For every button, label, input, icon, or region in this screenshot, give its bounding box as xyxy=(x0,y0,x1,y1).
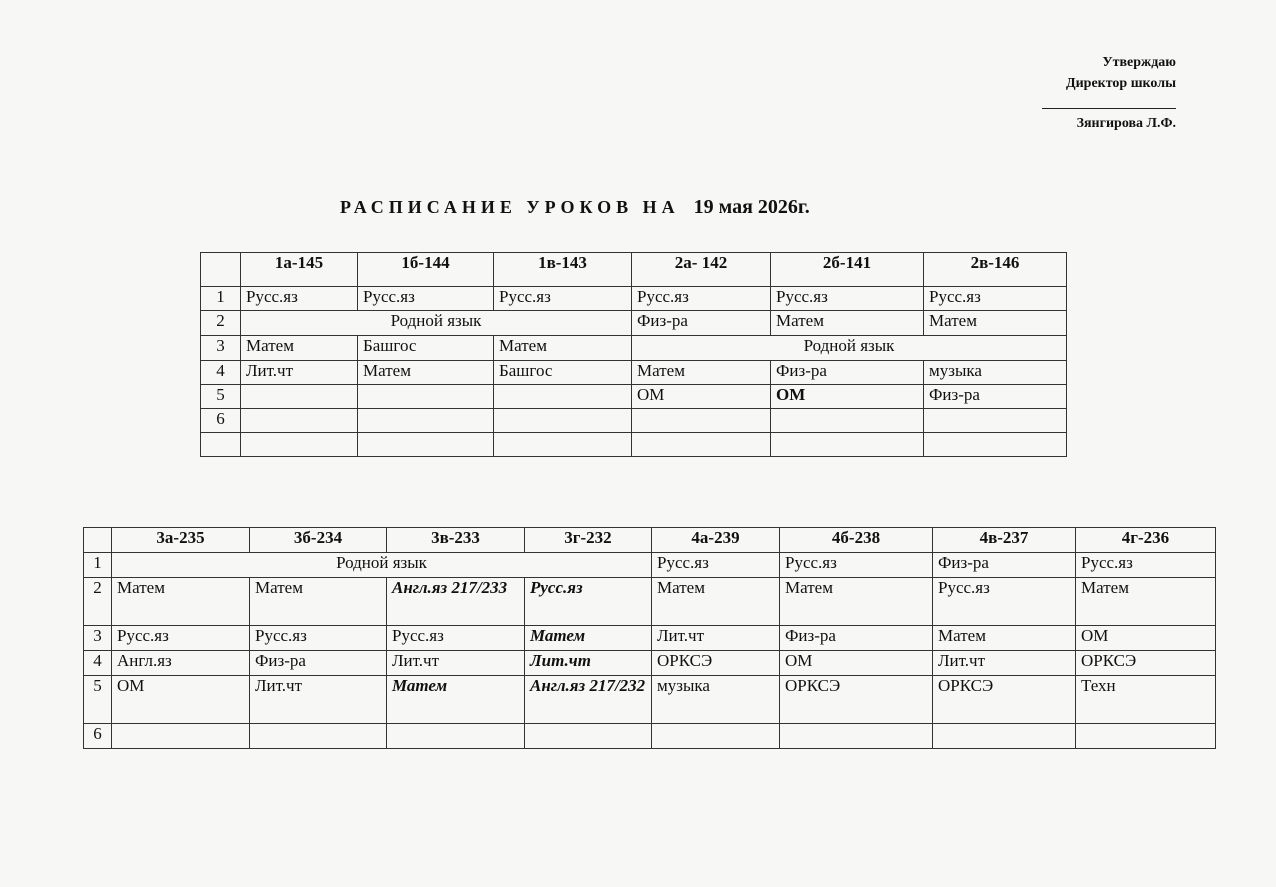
table-cell: Башгос xyxy=(358,336,494,361)
table-cell: Лит.чт xyxy=(387,651,525,676)
lesson-number: 3 xyxy=(84,626,112,651)
approve-label: Утверждаю xyxy=(1102,55,1176,70)
table-cell: Лит.чт xyxy=(525,651,652,676)
lesson-number xyxy=(201,433,241,457)
table-cell: ОМ xyxy=(632,385,771,409)
table-row xyxy=(201,287,1067,311)
table-cell xyxy=(241,409,358,433)
table-row xyxy=(201,385,1067,409)
table-cell: Лит.чт xyxy=(652,626,780,651)
header-cell: 4в-237 xyxy=(933,528,1076,553)
table-cell: Лит.чт xyxy=(933,651,1076,676)
table-header-row xyxy=(84,528,1216,553)
table-cell xyxy=(632,433,771,457)
table-cell xyxy=(771,433,924,457)
table-row xyxy=(84,676,1216,724)
lesson-number: 1 xyxy=(201,287,241,311)
table-row xyxy=(84,724,1216,749)
table-cell: ОРКСЭ xyxy=(780,676,933,724)
merged-cell: Родной язык xyxy=(112,553,652,578)
lesson-number: 6 xyxy=(201,409,241,433)
table-cell: Русс.яз xyxy=(652,553,780,578)
lesson-number: 3 xyxy=(201,336,241,361)
header-cell: 4б-238 xyxy=(780,528,933,553)
approval-block xyxy=(1042,52,1176,134)
table-cell xyxy=(494,433,632,457)
table-cell: Русс.яз xyxy=(387,626,525,651)
table-cell: музыка xyxy=(652,676,780,724)
table-cell: Матем xyxy=(652,578,780,626)
table-cell xyxy=(525,724,652,749)
header-cell: 3г-232 xyxy=(525,528,652,553)
table-cell xyxy=(1076,724,1216,749)
table-cell: ОРКСЭ xyxy=(652,651,780,676)
table-cell xyxy=(494,385,632,409)
table-cell: Русс.яз xyxy=(250,626,387,651)
header-cell xyxy=(201,253,241,287)
schedule-table-grade-1-2 xyxy=(200,252,1067,457)
table-cell: Матем xyxy=(771,311,924,336)
table-row xyxy=(84,626,1216,651)
table-cell: Техн xyxy=(1076,676,1216,724)
table-row xyxy=(84,651,1216,676)
table-cell: ОМ xyxy=(771,385,924,409)
table-row xyxy=(201,361,1067,385)
lesson-number: 4 xyxy=(84,651,112,676)
director-name: Зянгирова Л.Ф. xyxy=(1076,116,1176,131)
table-cell: Матем xyxy=(632,361,771,385)
lesson-number: 4 xyxy=(201,361,241,385)
header-cell: 2в-146 xyxy=(924,253,1067,287)
table-cell: Русс.яз xyxy=(494,287,632,311)
table-row xyxy=(84,578,1216,626)
table-cell: Матем xyxy=(780,578,933,626)
table-header-row xyxy=(201,253,1067,287)
header-cell: 3б-234 xyxy=(250,528,387,553)
table-cell: Матем xyxy=(241,336,358,361)
table-cell xyxy=(112,724,250,749)
table-cell xyxy=(494,409,632,433)
table-cell: Русс.яз xyxy=(771,287,924,311)
header-cell: 1а-145 xyxy=(241,253,358,287)
table-cell xyxy=(358,385,494,409)
merged-cell: Родной язык xyxy=(632,336,1067,361)
table-cell: Матем xyxy=(525,626,652,651)
table-cell: Матем xyxy=(387,676,525,724)
table-cell xyxy=(771,409,924,433)
table-cell xyxy=(924,409,1067,433)
header-cell: 2б-141 xyxy=(771,253,924,287)
table-cell: Англ.яз xyxy=(112,651,250,676)
header-cell: 4г-236 xyxy=(1076,528,1216,553)
table-cell: Русс.яз xyxy=(933,578,1076,626)
table-cell: Физ-ра xyxy=(780,626,933,651)
table-row xyxy=(201,433,1067,457)
table-cell: ОМ xyxy=(112,676,250,724)
table-cell xyxy=(241,433,358,457)
header-cell: 1в-143 xyxy=(494,253,632,287)
table-cell xyxy=(924,433,1067,457)
table-cell xyxy=(358,409,494,433)
table-cell: Матем xyxy=(494,336,632,361)
lesson-number: 6 xyxy=(84,724,112,749)
table-cell: ОРКСЭ xyxy=(933,676,1076,724)
table-cell: Лит.чт xyxy=(250,676,387,724)
table-cell: Русс.яз xyxy=(112,626,250,651)
lesson-number: 1 xyxy=(84,553,112,578)
table-cell: Русс.яз xyxy=(924,287,1067,311)
table-cell: Матем xyxy=(1076,578,1216,626)
table-cell xyxy=(933,724,1076,749)
table-cell: Физ-ра xyxy=(924,385,1067,409)
lesson-number: 5 xyxy=(201,385,241,409)
header-cell xyxy=(84,528,112,553)
table-cell: Лит.чт xyxy=(241,361,358,385)
table-cell xyxy=(358,433,494,457)
signature-line xyxy=(1042,108,1176,109)
table-cell xyxy=(387,724,525,749)
table-cell: ОМ xyxy=(1076,626,1216,651)
table-cell: ОМ xyxy=(780,651,933,676)
lesson-number: 5 xyxy=(84,676,112,724)
header-cell: 3а-235 xyxy=(112,528,250,553)
lesson-number: 2 xyxy=(84,578,112,626)
table-cell xyxy=(652,724,780,749)
table-cell: Физ-ра xyxy=(250,651,387,676)
header-cell: 2а- 142 xyxy=(632,253,771,287)
table-cell xyxy=(241,385,358,409)
table-cell: Русс.яз xyxy=(241,287,358,311)
header-cell: 1б-144 xyxy=(358,253,494,287)
table-cell: Англ.яз 217/233 xyxy=(387,578,525,626)
lesson-number: 2 xyxy=(201,311,241,336)
table-cell xyxy=(780,724,933,749)
title-main: РАСПИСАНИЕ УРОКОВ НА xyxy=(340,197,680,217)
title-date: 19 мая 2026г. xyxy=(693,196,810,218)
table-cell: Русс.яз xyxy=(525,578,652,626)
table-cell: Русс.яз xyxy=(780,553,933,578)
table-cell: Матем xyxy=(358,361,494,385)
table-cell: Русс.яз xyxy=(358,287,494,311)
page-title xyxy=(340,196,810,219)
table-row xyxy=(84,553,1216,578)
table-row xyxy=(201,336,1067,361)
header-cell: 4а-239 xyxy=(652,528,780,553)
table-row xyxy=(201,409,1067,433)
table-cell: Матем xyxy=(250,578,387,626)
table-cell: Физ-ра xyxy=(632,311,771,336)
director-title: Директор школы xyxy=(1065,76,1176,91)
table-cell: музыка xyxy=(924,361,1067,385)
table-cell: Англ.яз 217/232 xyxy=(525,676,652,724)
table-cell xyxy=(632,409,771,433)
table-cell: Матем xyxy=(924,311,1067,336)
header-cell: 3в-233 xyxy=(387,528,525,553)
table-cell: Матем xyxy=(933,626,1076,651)
table-cell: Физ-ра xyxy=(771,361,924,385)
table-cell: Русс.яз xyxy=(632,287,771,311)
table-cell: ОРКСЭ xyxy=(1076,651,1216,676)
table-row xyxy=(201,311,1067,336)
table-cell xyxy=(250,724,387,749)
table-cell: Физ-ра xyxy=(933,553,1076,578)
schedule-table-grade-3-4 xyxy=(83,527,1216,749)
table-cell: Русс.яз xyxy=(1076,553,1216,578)
merged-cell: Родной язык xyxy=(241,311,632,336)
table-cell: Башгос xyxy=(494,361,632,385)
table-cell: Матем xyxy=(112,578,250,626)
